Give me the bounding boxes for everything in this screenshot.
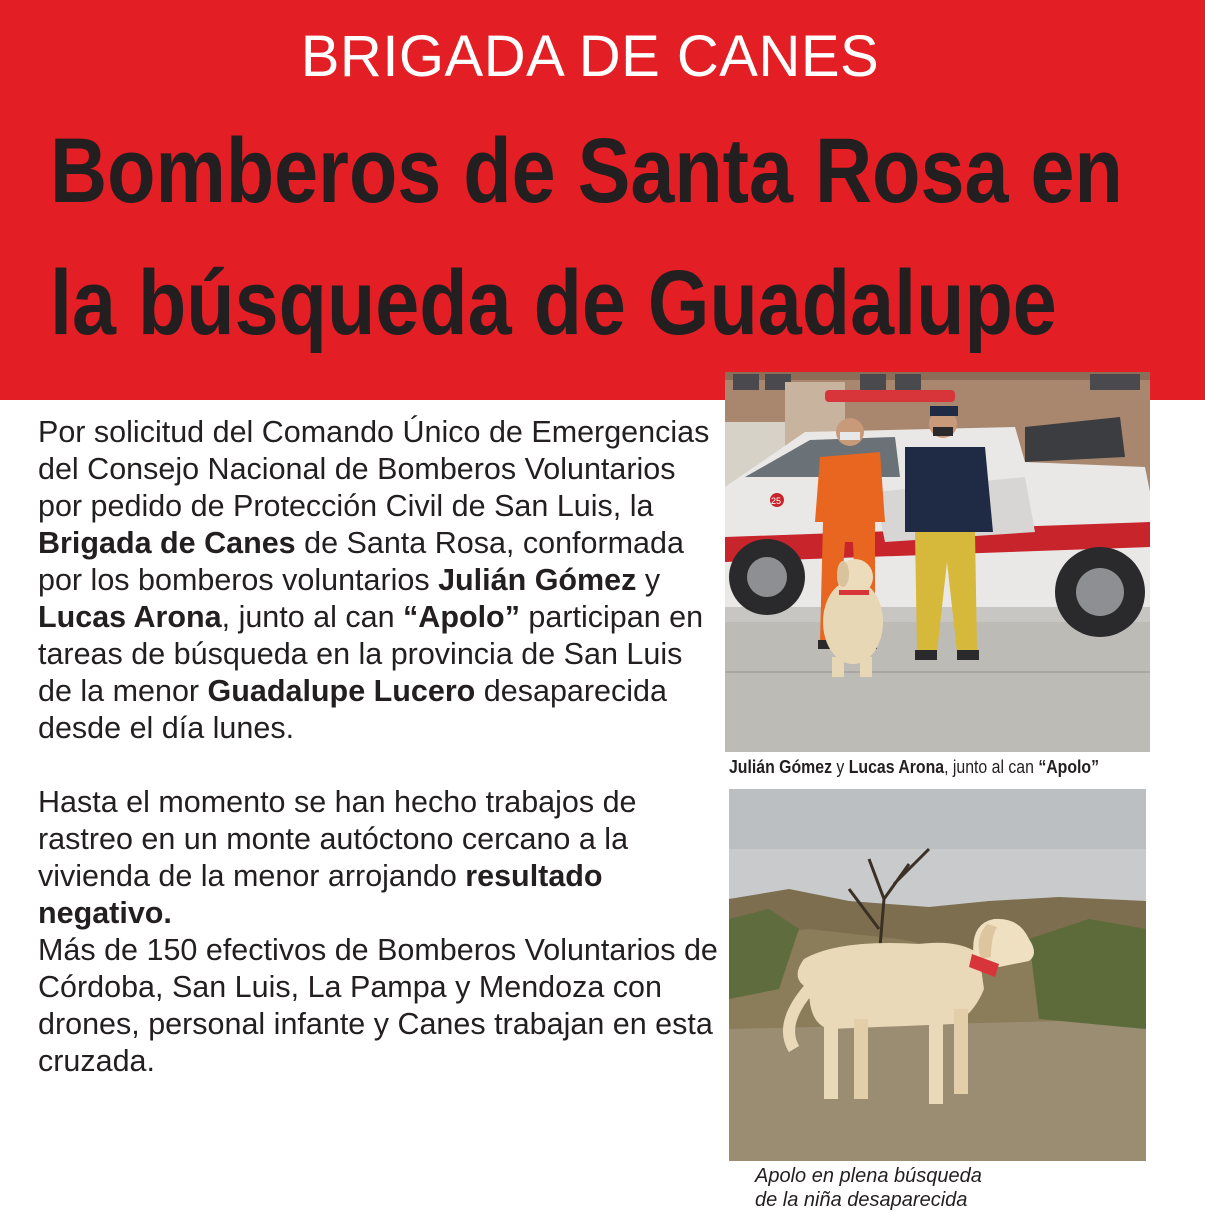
photo2-caption-line-1: Apolo en plena búsqueda	[755, 1165, 982, 1187]
article-paragraph-2	[38, 784, 718, 932]
headline	[50, 105, 1123, 369]
text-run: desaparecida desde el día lunes.	[38, 674, 667, 745]
bold-text-run: Brigada de Canes	[38, 526, 296, 560]
text-run: de Santa Rosa, conformada por los bomberos voluntarios	[38, 526, 684, 597]
headline-line-1: Bomberos de Santa Rosa en	[50, 120, 1123, 222]
text-run: Más de 150 efectivos de Bomberos Voluntarios de Córdoba, San Luis, La Pampa y Mendoza con drones, personal infante y Canes trabajan en esta cruzada.	[38, 933, 718, 1078]
bold-text-run: “Apolo”	[403, 600, 520, 634]
header-banner	[0, 0, 1205, 400]
bold-text-run: “Apolo”	[1038, 757, 1100, 777]
text-run: , junto al can	[944, 757, 1039, 777]
photo-dog-searching	[729, 789, 1146, 1161]
bold-text-run: Julián Gómez	[729, 757, 832, 777]
bold-text-run: resultado negativo.	[38, 859, 603, 930]
text-run: Por solicitud del Comando Único de Emergencias del Consejo Nacional de Bomberos Voluntarios por pedido de Protección Civil de San Luis, la	[38, 415, 710, 523]
section-kicker: BRIGADA DE CANES	[300, 24, 880, 89]
bold-text-run: Lucas Arona	[38, 600, 222, 634]
text-run: Hasta el momento se han hecho trabajos de rastreo en un monte autóctono cercano a la vivienda de la menor arrojando	[38, 785, 637, 893]
text-run: y	[831, 757, 849, 777]
photo-firefighters-with-dog	[725, 372, 1150, 752]
svg-text:25: 25	[771, 496, 782, 506]
text-run: , junto al can	[221, 600, 404, 634]
article-paragraph-1	[38, 414, 718, 747]
bold-text-run: Julián Gómez	[438, 563, 637, 597]
bold-text-run: Guadalupe Lucero	[207, 674, 476, 708]
article-paragraph-3	[38, 932, 718, 1080]
photo2-caption	[755, 1164, 1055, 1212]
article-body	[38, 414, 718, 1080]
text-run: participan en tareas de búsqueda en la provincia de San Luis de la menor	[38, 600, 704, 708]
text-run: y	[636, 563, 661, 597]
headline-line-2: la búsqueda de Guadalupe	[50, 252, 1057, 354]
photo1-caption	[729, 756, 1143, 778]
bold-text-run: Lucas Arona	[848, 757, 945, 777]
photo2-caption-line-2: de la niña desaparecida	[755, 1189, 968, 1211]
